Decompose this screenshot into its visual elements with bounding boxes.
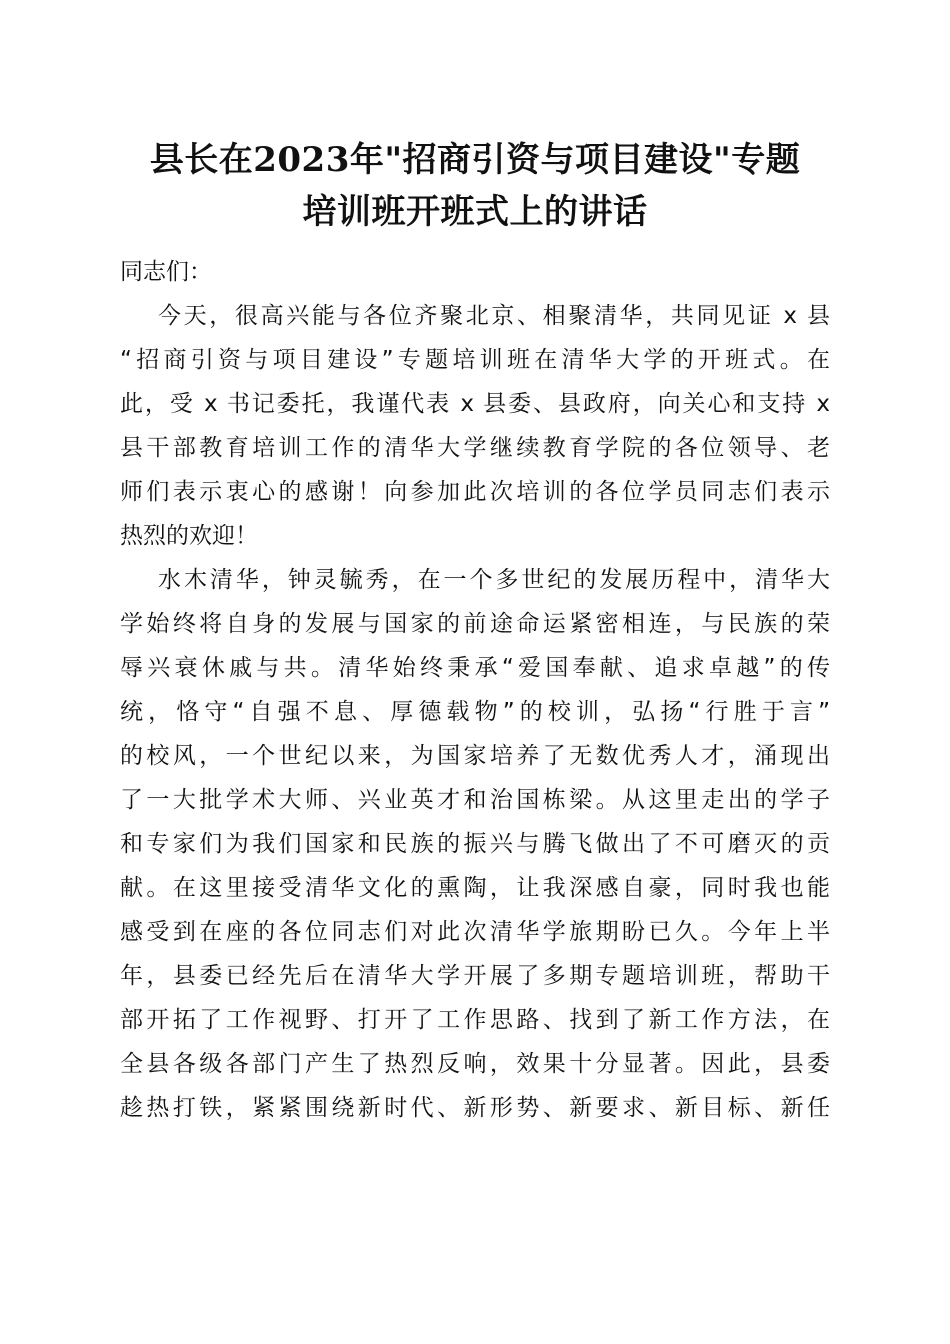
paragraph-1 xyxy=(120,294,830,558)
paragraph-line: 统，恪守“自强不息、厚德载物”的校训，弘扬“行胜于言” xyxy=(120,699,830,725)
paragraph-line: “招商引资与项目建设”专题培训班在清华大学的开班式。在 xyxy=(120,347,830,373)
paragraph-line: 的校风，一个世纪以来，为国家培养了无数优秀人才，涌现出 xyxy=(120,743,830,769)
paragraph-line: 热烈的欢迎！ xyxy=(120,523,258,549)
paragraph-line: 了一大批学术大师、兴业英才和治国栋梁。从这里走出的学子 xyxy=(120,787,830,813)
salutation: 同志们： xyxy=(120,259,212,285)
paragraph-line: 水木清华，钟灵毓秀，在一个多世纪的发展历程中，清华大 xyxy=(158,567,830,593)
paragraph-line: 献。在这里接受清华文化的熏陶，让我深感自豪，同时我也能 xyxy=(120,875,830,901)
paragraph-line: 和专家们为我们国家和民族的振兴与腾飞做出了不可磨灭的贡 xyxy=(120,831,830,857)
title-line-2: 培训班开班式上的讲话 xyxy=(302,192,648,232)
paragraph-line: 此，受 x 书记委托，我谨代表 x 县委、县政府，向关心和支持 x xyxy=(120,391,830,417)
paragraph-line: 全县各级各部门产生了热烈反响，效果十分显著。因此，县委 xyxy=(120,1051,830,1077)
paragraph-line: 辱兴衰休戚与共。清华始终秉承“爱国奉献、追求卓越”的传 xyxy=(120,655,830,681)
document-title xyxy=(90,134,860,238)
paragraph-line: 今天，很高兴能与各位齐聚北京、相聚清华，共同见证 x 县 xyxy=(158,303,830,329)
document-body xyxy=(120,250,830,1130)
paragraph-line: 感受到在座的各位同志们对此次清华学旅期盼已久。今年上半 xyxy=(120,919,830,945)
paragraph-line: 学始终将自身的发展与国家的前途命运紧密相连，与民族的荣 xyxy=(120,611,830,637)
paragraph-line: 师们表示衷心的感谢！向参加此次培训的各位学员同志们表示 xyxy=(120,479,830,505)
paragraph-line: 年，县委已经先后在清华大学开展了多期专题培训班，帮助干 xyxy=(120,963,830,989)
title-line-1: 县长在2023年"招商引资与项目建设"专题 xyxy=(149,140,801,180)
paragraph-line: 部开拓了工作视野、打开了工作思路、找到了新工作方法，在 xyxy=(120,1007,830,1033)
paragraph-2 xyxy=(120,558,830,1130)
paragraph-line: 县干部教育培训工作的清华大学继续教育学院的各位领导、老 xyxy=(120,435,830,461)
paragraph-line: 趁热打铁，紧紧围绕新时代、新形势、新要求、新目标、新任 xyxy=(120,1095,830,1121)
